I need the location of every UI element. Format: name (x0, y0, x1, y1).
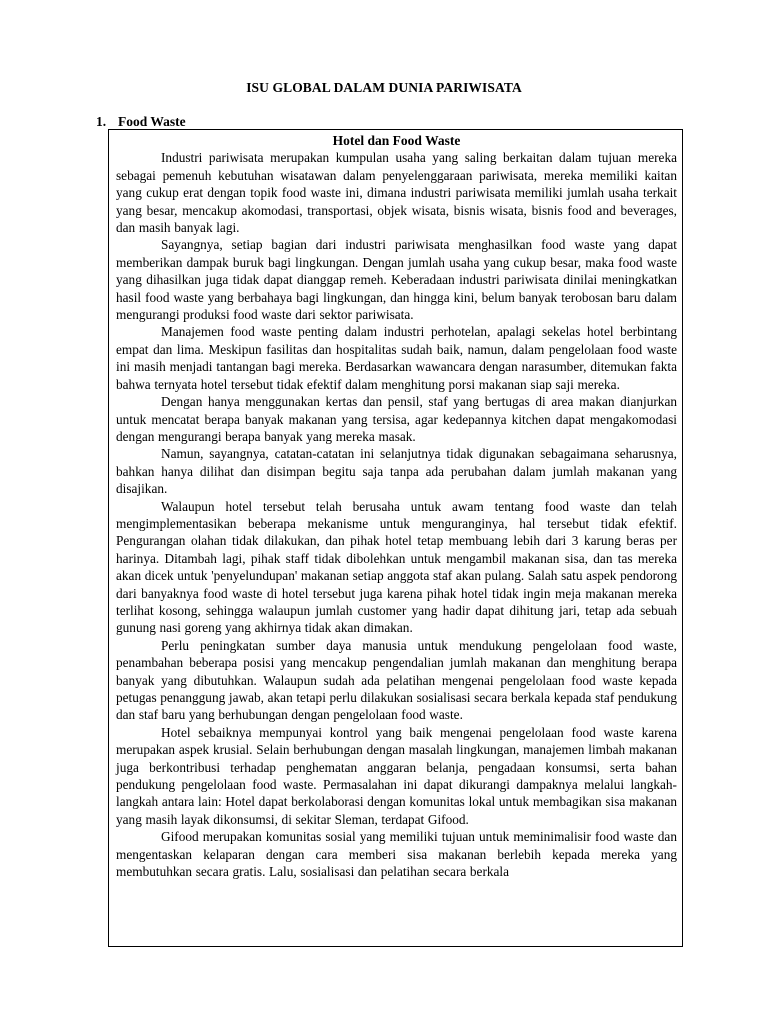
section-number: 1. (96, 114, 107, 129)
content-box (108, 129, 683, 947)
paragraph: Namun, sayangnya, catatan-catatan ini selanjutnya tidak digunakan sebagaimana seharusnya, bahkan hanya dilihat dan disimpan begitu saja tanpa ada perubahan dalam jumlah makanan yang disajikan. (116, 446, 677, 497)
paragraph: Walaupun hotel tersebut telah berusaha untuk awam tentang food waste dan telah mengimplementasikan beberapa mekanisme untuk menguranginya, hal tersebut tidak efektif. Pengurangan olahan tidak dilakukan, dan pihak hotel tetap membuang lebih dari 3 karung beras per harinya. Ditambah lagi, pihak staff tidak dibolehkan untuk mengambil makanan sisa, dan tas mereka akan dicek untuk 'penyelundupan' makanan setiap anggota staf akan pulang. Salah satu aspek pendorong dari banyaknya food waste di hotel tersebut juga karena pihak hotel tidak ingin meja makanan mereka terlihat kosong, sehingga walaupun jumlah customer yang hadir dapat dihitung jari, tetap ada sebuah gunung nasi goreng yang akhirnya tidak akan dimakan. (116, 498, 677, 636)
page-title: ISU GLOBAL DALAM DUNIA PARIWISATA (246, 80, 522, 95)
paragraph: Industri pariwisata merupakan kumpulan usaha yang saling berkaitan dalam tujuan mereka sebagai pemenuh kebutuhan wisatawan dalam penyelenggaraan pariwisata, mereka memiliki kaitan yang cukup erat dengan topik food waste ini, dimana industri pariwisata memiliki jumlah usaha terkait yang besar, mencakup akomodasi, transportasi, objek wisata, bisnis wisata, bisnis food and beverages, dan masih banyak lagi. (116, 150, 677, 236)
paragraph: Perlu peningkatan sumber daya manusia untuk mendukung pengelolaan food waste, penambahan beberapa posisi yang mencakup pengendalian jumlah makanan dan menghitung berapa banyak yang dibutuhkan. Walaupun sudah ada pelatihan mengenai pengelolaan food waste kepada petugas penanggung jawab, akan tetapi perlu dilakukan sosialisasi secara berkala kepada staf pendukung dan staf baru yang berhubungan dengan pengelolaan food waste. (116, 637, 677, 723)
paragraph: Hotel sebaiknya mempunyai kontrol yang baik mengenai pengelolaan food waste karena merupakan aspek krusial. Selain berhubungan dengan masalah lingkungan, manajemen limbah makanan juga berkontribusi terhadap penghematan anggaran belanja, pengadaan konsumsi, serta bahan pendukung pengelolaan food waste. Permasalahan ini dapat dikurangi dampaknya melalui langkah-langkah antara lain: Hotel dapat berkolaborasi dengan komunitas lokal untuk membagikan sisa makanan yang masih layak dikonsumsi, di sekitar Sleman, terdapat Gifood. (116, 724, 677, 827)
section-title: Food Waste (118, 114, 186, 129)
paragraph: Manajemen food waste penting dalam industri perhotelan, apalagi sekelas hotel berbintang empat dan lima. Meskipun fasilitas dan hospitalitas sudah baik, namun, dalam pengelolaan food waste ini masih menjadi tantangan bagi mereka. Berdasarkan wawancara dengan narasumber, ditemukan fakta bahwa ternyata hotel tersebut tidak efektif dalam menghitung porsi makanan siap saji mereka. (116, 324, 677, 392)
paragraph: Gifood merupakan komunitas sosial yang memiliki tujuan untuk meminimalisir food waste dan mengentaskan kelaparan dengan cara memberi sisa makanan berlebih kepada mereka yang membutuhkan secara gratis. Lalu, sosialisasi dan pelatihan secara berkala (116, 829, 677, 880)
paragraph: Dengan hanya menggunakan kertas dan pensil, staf yang bertugas di area makan dianjurkan untuk mencatat berapa banyak makanan yang tersisa, agar kedepannya kitchen dapat mengakomodasi dengan mengurangi berapa banyak yang mereka masak. (116, 394, 677, 444)
box-title: Hotel dan Food Waste (332, 133, 461, 148)
section-heading (96, 114, 186, 130)
paragraph: Sayangnya, setiap bagian dari industri pariwisata menghasilkan food waste yang dapat memberikan dampak buruk bagi lingkungan. Dengan jumlah usaha yang cukup besar, maka food waste yang dihasilkan juga tidak dapat dianggap remeh. Keberadaan industri pariwisata dinilai meningkatkan hasil food waste yang berbahaya bagi lingkungan, dan hingga kini, belum banyak terobosan baru dalam mengurangi produksi food waste dari sektor pariwisata. (116, 237, 677, 323)
